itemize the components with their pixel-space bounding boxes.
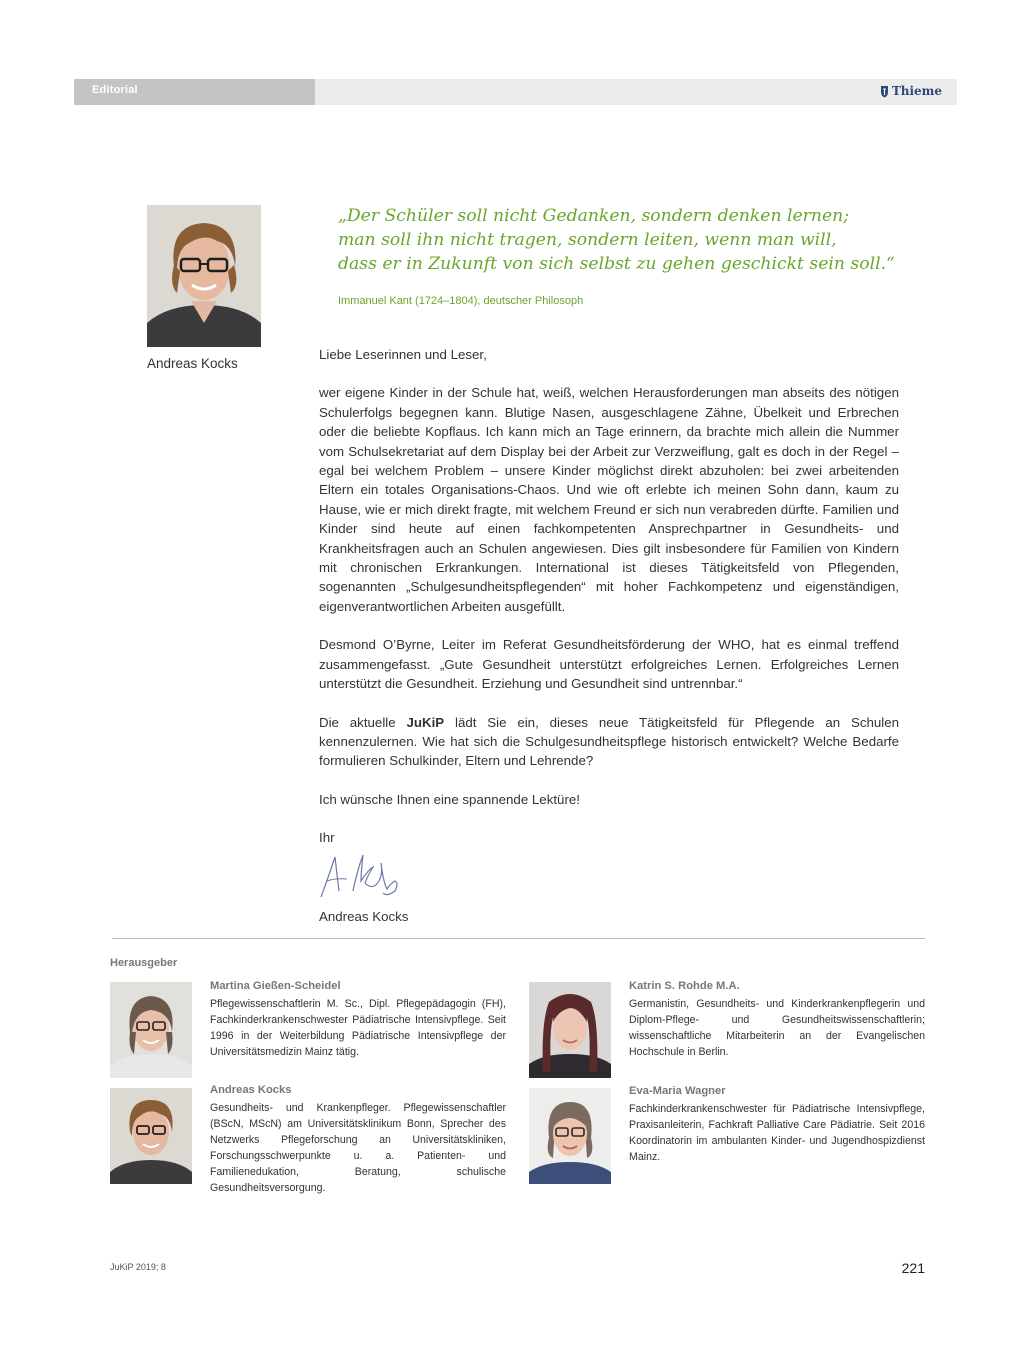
portrait-image xyxy=(529,982,611,1078)
portrait-image xyxy=(110,982,192,1078)
editor-bio: Pflegewissenschaftlerin M. Sc., Dipl. Pflegepädagogin (FH), Fachkinderkrankenschwester Pädiatrische Intensivpflege. Seit 1996 in der Weiterbildung Pädiatrische Intensivpflege der Universitätsmedizin Mainz tätig. xyxy=(210,998,506,1058)
paragraph: Ich wünsche Ihnen eine spannende Lektüre! xyxy=(319,791,580,807)
portrait-image xyxy=(110,1088,192,1184)
editors-heading: Herausgeber xyxy=(110,957,178,969)
portrait-image xyxy=(529,1088,611,1184)
author-portrait xyxy=(147,205,261,347)
paragraph-text: lädt Sie ein, dieses neue Tätigkeitsfeld für Pflegende an Schulen kennenzulernen. Wie hat sich die Schulgesundheitspflege historisch entwickelt? Welche Bedarfe formulieren Schulkinder, Eltern und Lehrende? xyxy=(319,714,900,769)
paragraph-text: Die aktuelle xyxy=(319,714,407,730)
paragraph: Desmond O’Byrne, Leiter im Referat Gesundheitsförderung der WHO, hat es einmal treffend zusammengefasst. „Gute Gesundheit unterstützt erfolgreiches Lernen. Erfolgreiches Lernen unterstützt die Gesundheit. Erziehung und Gesundheit sind untrennbar.“ xyxy=(319,637,899,692)
paragraph: wer eigene Kinder in der Schule hat, weiß, welchen Herausforderungen man abseits des nötigen Schulerfolgs begegnen kann. Blutige Nasen, ausgeschlagene Zähne, Übelkeit und Erbrechen oder die beliebte Kopflaus. Ich kann mich an Tage erinnern, da brachte mich allein die Nummer vom Schulsekretariat auf dem Display bei der Arbeit zur Verzweiflung, galt es doch in der Regel – egal bei welchem Problem – unsere Kinder möglichst direkt abzuholen: bei zwei arbeitenden Eltern ein totales Organisations-Chaos. Und wie oft erlebte ich meinen Sohn dann, kaum zu Hause, wie er mich direkt fragte, mit welchem Freund er sich nun verabreden dürfte. Familien und Kinder sind heute auf einen fachkompetenten Ansprechpartner in Gesundheits- und Krankheitsfragen auch an Schulen angewiesen. Dies gilt insbesondere für Familien von Kindern mit chronischen Erkrankungen. International ist dieses Tätigkeitsfeld von Pflegenden, sogenannten „Schulgesundheitspflegenden“ mit hoher Fachkompetenz und eigenständigen, eigenverantwortlichen Arbeiten ausgefüllt. xyxy=(319,385,899,614)
paragraph xyxy=(319,713,899,771)
handwritten-signature xyxy=(317,851,407,903)
editor-name: Martina Gießen-Scheidel xyxy=(210,980,341,992)
quote-line: dass er in Zukunft von sich selbst zu gehen geschickt sein soll.“ xyxy=(338,254,895,274)
quote-line: man soll ihn nicht tragen, sondern leiten, wenn man will, xyxy=(338,230,837,250)
author-caption: Andreas Kocks xyxy=(147,356,238,371)
editor-card xyxy=(110,982,510,1082)
salutation: Liebe Leserinnen und Leser, xyxy=(319,347,487,362)
editor-photo xyxy=(529,1088,611,1184)
journal-citation: JuKiP 2019; 8 xyxy=(110,1262,166,1272)
publisher-brand xyxy=(880,84,942,98)
editor-bio: Fachkinderkrankenschwester für Pädiatrische Intensivpflege, Praxisanleiterin, Fachkraft Palliative Care Pädiatrie. Seit 2016 Koordinatorin im ambulanten Kinder- und Jugendhospizdienst Mainz. xyxy=(629,1103,925,1163)
editor-photo xyxy=(110,982,192,1078)
editor-card xyxy=(529,1085,929,1188)
journal-name: JuKiP xyxy=(406,714,445,730)
editor-photo xyxy=(529,982,611,1078)
editor-bio: Germanistin, Gesundheits- und Kinderkrankenpflegerin und Diplom-Pflege- und Gesundheitswissenschaftlerin; wissenschaftliche Mitarbeiterin an der Evangelischen Hochschule in Berlin. xyxy=(629,998,925,1058)
section-label: Editorial xyxy=(92,84,138,96)
page-number: 221 xyxy=(901,1260,925,1276)
editor-name: Andreas Kocks xyxy=(210,1084,292,1096)
editor-card xyxy=(529,982,929,1082)
portrait-image xyxy=(147,205,261,347)
closing: Ihr xyxy=(319,830,335,846)
quote-line: „Der Schüler soll nicht Gedanken, sondern denken lernen; xyxy=(338,206,849,226)
editor-bio: Gesundheits- und Krankenpfleger. Pflegewissenschaftler (BScN, MScN) am Universitätsklinikum Bonn, Sprecher des Netzwerks Pflegeforschung an Universitätskliniken, Forschungsschwerpunkte u. a. Patienten- und Familienedukation, Beratung, schulische Gesundheitsversorgung. xyxy=(210,1102,506,1194)
signature-name: Andreas Kocks xyxy=(319,908,409,924)
brand-name: Thieme xyxy=(891,84,942,98)
quote-source: Immanuel Kant (1724–1804), deutscher Philosoph xyxy=(338,295,584,307)
editor-name: Katrin S. Rohde M.A. xyxy=(629,980,740,992)
editor-name: Eva-Maria Wagner xyxy=(629,1085,726,1097)
editor-card xyxy=(110,1084,510,1194)
header-bar xyxy=(74,79,957,105)
editor-photo xyxy=(110,1088,192,1184)
thieme-logo-icon xyxy=(880,85,889,98)
section-tab xyxy=(74,79,315,105)
section-divider xyxy=(112,938,925,939)
epigraph-quote xyxy=(338,204,898,276)
editorial-letter xyxy=(319,345,899,945)
